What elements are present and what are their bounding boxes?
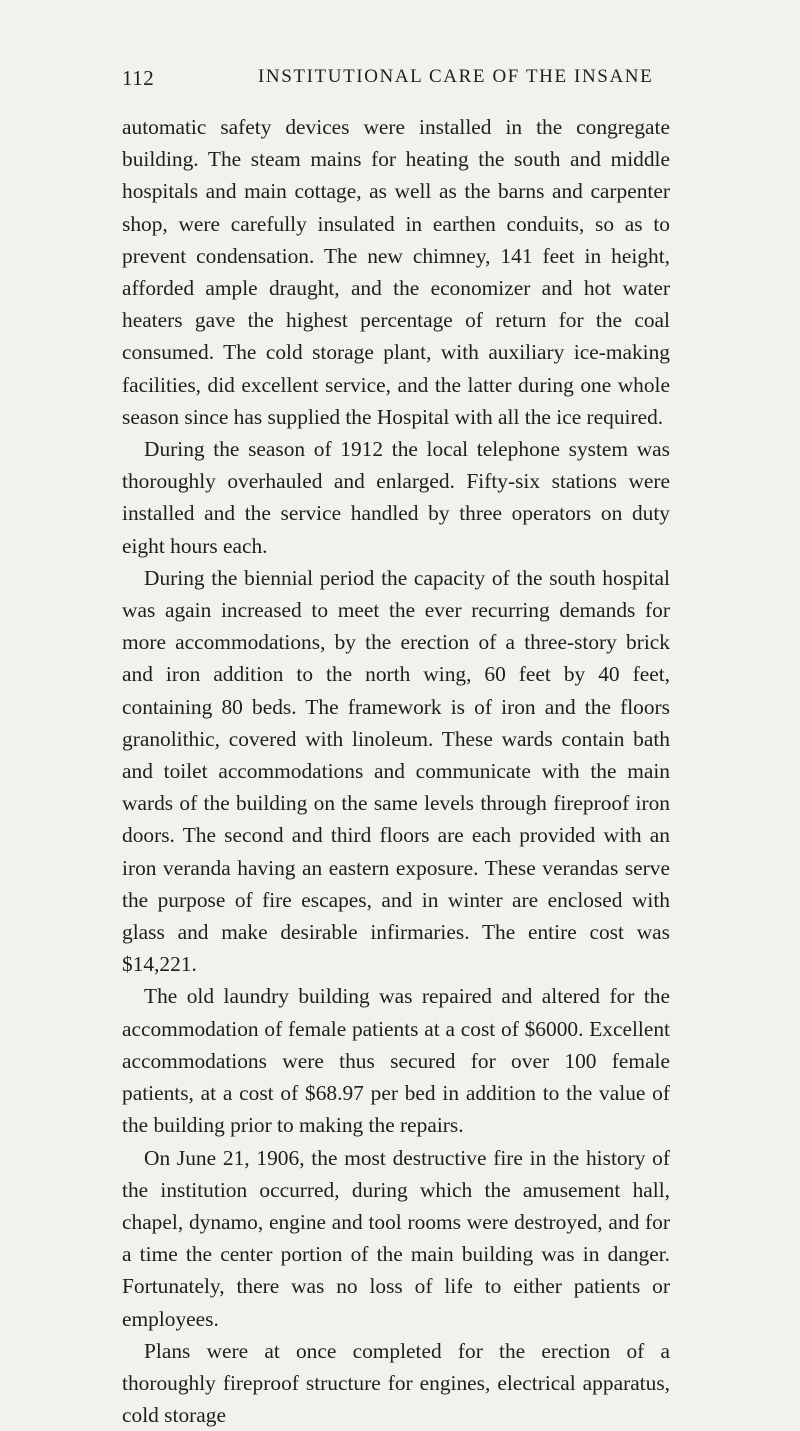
page-number: 112 bbox=[122, 66, 155, 90]
paragraph-continuation: automatic safety devices were installed in the congregate building. The steam mains for heating the south and middle hospitals and main cottage, as well as the barns and carpenter shop, were carefully insulated in earthen conduits, so as to prevent condensation. The new chimney, 141 feet in height, afforded ample draught, and the economizer and hot water heaters gave the highest percentage of return for the coal consumed. The cold storage plant, with auxiliary ice-making facilities, did excellent service, and the latter during one whole season since has supplied the Hospital with all the ice required. bbox=[122, 115, 670, 429]
paragraph-plans: Plans were at once completed for the erection of a thoroughly fireproof structure for engines, electrical apparatus, cold storage bbox=[122, 1338, 670, 1428]
paragraph-fire: On June 21, 1906, the most destructive fire in the history of the institution occurred, during which the amusement hall, chapel, dynamo, engine and tool rooms were destroyed, and for a time the center portion of the main building was in danger. Fortunately, there was no loss of life to either patients or employees. bbox=[122, 1145, 670, 1331]
body-text bbox=[122, 111, 670, 1431]
running-head bbox=[122, 66, 682, 96]
paragraph-south-hospital: During the biennial period the capacity of the south hospital was again increased to meet the ever recurring demands for more accommodations, by the erection of a three-story brick and iron addition to the north wing, 60 feet by 40 feet, containing 80 beds. The framework is of iron and the floors granolithic, covered with linoleum. These wards contain bath and toilet accommodations and communicate with the main wards of the building on the same levels through fireproof iron doors. The second and third floors are each provided with an iron veranda having an eastern exposure. These verandas serve the purpose of fire escapes, and in winter are enclosed with glass and make desirable infirmaries. The entire cost was $14,221. bbox=[122, 565, 670, 977]
paragraph-laundry: The old laundry building was repaired and altered for the accommodation of female patients at a cost of $6000. Excellent accommodations were thus secured for over 100 female patients, at a cost of $68.97 per bed in addition to the value of the building prior to making the repairs. bbox=[122, 984, 670, 1138]
running-title: INSTITUTIONAL CARE OF THE INSANE bbox=[258, 66, 654, 87]
paragraph-telephone: During the season of 1912 the local telephone system was thoroughly overhauled and enlarged. Fifty-six stations were installed and the service handled by three operators on duty eight hours each. bbox=[122, 437, 670, 558]
